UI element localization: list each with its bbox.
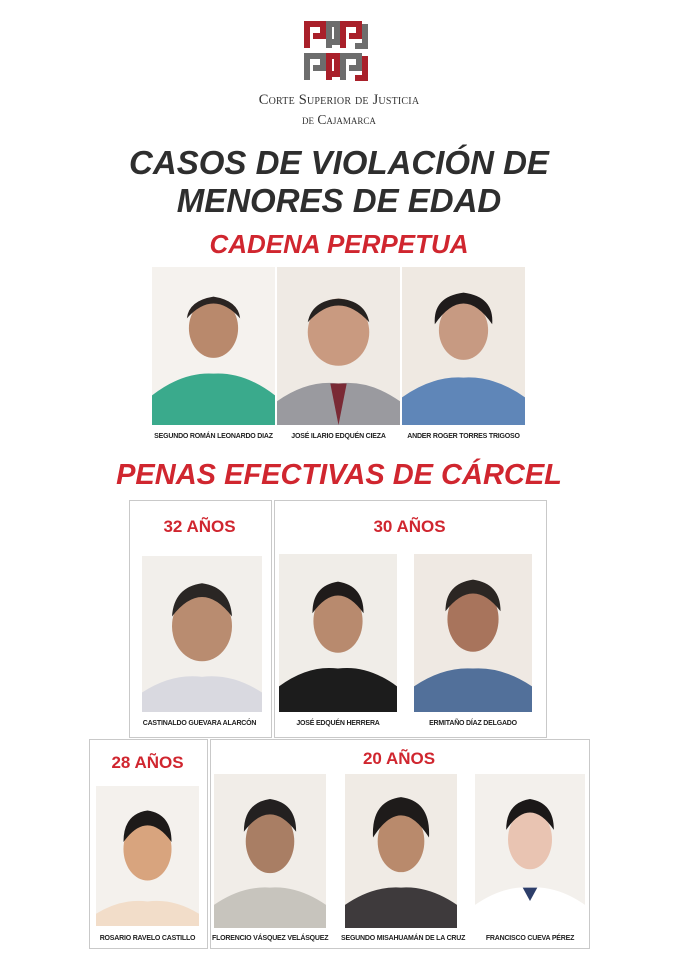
institution-line-2: de Cajamarca [302,112,376,127]
portrait-photo [96,786,199,926]
group-32-label: 32 AÑOS [163,517,236,536]
portrait-photo [279,554,397,712]
group-30-label: 30 AÑOS [373,517,446,536]
institution-line-1: Corte Superior de Justicia [258,92,420,108]
group-30-name-2: ERMITAÑO DÍAZ DELGADO [429,720,517,727]
portrait-photo [214,774,326,928]
group-32-name-1: CASTINALDO GUEVARA ALARCÓN [142,720,257,727]
life-sentence-name-3: ANDER ROGER TORRES TRIGOSO [407,433,520,440]
judiciary-logo [303,20,375,84]
portrait-photo [414,554,532,712]
portrait-photo [402,267,525,425]
life-sentence-heading: CADENA PERPETUA [209,229,469,259]
portrait-photo [475,774,585,928]
group-20-name-3: FRANCISCO CUEVA PÉREZ [485,935,575,942]
portrait-photo [345,774,457,928]
portrait-photo [142,556,262,712]
group-20-name-1: FLORENCIO VÁSQUEZ VELÁSQUEZ [212,935,329,942]
group-30-name-1: JOSÉ EDQUÉN HERRERA [296,720,380,727]
life-sentence-name-2: JOSÉ ILARIO EDQUÉN CIEZA [291,433,386,440]
group-28-label: 28 AÑOS [111,753,184,772]
group-28-name-1: ROSARIO RAVELO CASTILLO [99,935,196,942]
life-sentence-name-1: SEGUNDO ROMÁN LEONARDO DIAZ [154,433,273,440]
page-title-line-2: MENORES DE EDAD [176,182,502,219]
effective-sentence-heading: PENAS EFECTIVAS DE CÁRCEL [116,459,562,491]
group-20-name-2: SEGUNDO MISAHUAMÁN DE LA CRUZ [341,935,466,942]
portrait-photo [152,267,275,425]
portrait-photo [277,267,400,425]
group-20-label: 20 AÑOS [362,749,436,768]
page-title-line-1: CASOS DE VIOLACIÓN DE [129,144,549,181]
